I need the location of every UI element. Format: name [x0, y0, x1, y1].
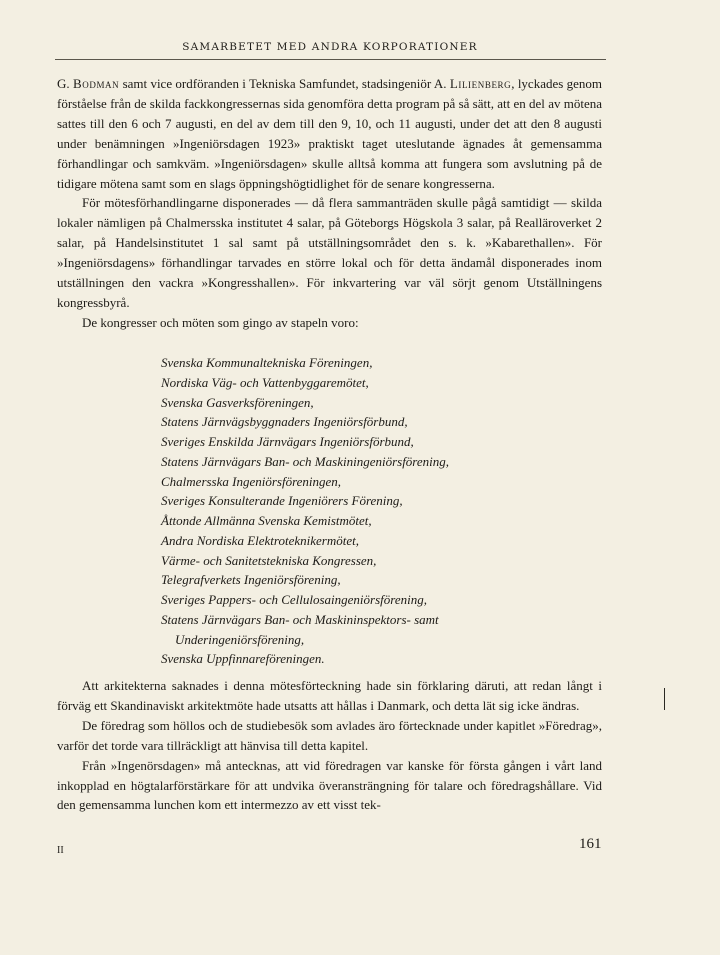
- list-item: Svenska Gasverksföreningen,: [161, 394, 314, 410]
- paragraph: Från »Ingenörsdagen» må antecknas, att vid föredragen var kanske för första gången i vårt land inkopplad en högtalarförstärkare för att undvika överansträngning för talare och föredragshållare. Vid den gemensamma lunchen kom ett intermezzo av ett visst tek-: [57, 757, 602, 813]
- list-item: Svenska Kommunaltekniska Föreningen,: [161, 355, 373, 370]
- signature-mark: II: [57, 845, 64, 856]
- running-header: SAMARBETET MED ANDRA KORPORATIONER: [182, 41, 478, 53]
- page-number: 161: [579, 836, 602, 852]
- list-item-continuation: Underingeniörsförening,: [175, 631, 305, 647]
- paragraph: De föredrag som höllos och de studiebesök som avlades äro förtecknade under kapitlet »Föredrag», varför det torde vara tillräckligt att hänvisa till detta kapitel.: [57, 717, 602, 753]
- list-item: Sveriges Konsulterande Ingeniörers Förening,: [161, 493, 403, 509]
- body-text-top: [57, 74, 602, 333]
- margin-mark: [664, 688, 665, 710]
- paragraph: Att arkitekterna saknades i denna mötesförteckning hade sin förklaring däruti, att redan långt i förväg ett Skandinaviskt arkitektmöte hade utsatts att hållas i Danmark, och detta lät sig icke ändras.: [57, 678, 602, 713]
- body-text-bottom: [57, 676, 602, 815]
- paragraph: För mötesförhandlingarne disponerades — då flera sammanträden skulle pågå samtidigt — skilda lokaler nämligen på Chalmersska institutet 4 salar, på Göteborgs Högskola 3 salar, på Realläroverket 2 salar, på Handelsinstitutet 1 sal samt på utställningsområdet den s. k. »Kabarethallen». För »Ingeniörsdagens» förhandlingar tarvades en större lokal och för detta ändamål disponerades inom utställningen den vackra »Kongresshallen». För inkvartering var väl sörjt genom Utställningens kongressbyrå.: [57, 195, 602, 310]
- text-run: samt vice ordföranden i Tekniska Samfundet, stadsingeniör A.: [119, 76, 450, 91]
- list-item: Chalmersska Ingeniörsföreningen,: [161, 473, 342, 489]
- person-name: Lilienberg: [449, 76, 512, 91]
- list-item: Nordiska Väg- och Vattenbyggaremötet,: [161, 374, 369, 390]
- text-run: G.: [57, 76, 73, 91]
- paragraph: [57, 74, 602, 193]
- list-item: Svenska Uppfinnareföreningen.: [161, 651, 325, 667]
- header-rule: [55, 59, 606, 60]
- list-item: Sveriges Enskilda Järnvägars Ingeniörsförbund,: [161, 434, 414, 449]
- list-item: Statens Järnvägars Ban- och Maskiningeniörsförening,: [161, 453, 450, 469]
- list-item: Statens Järnvägsbyggnaders Ingeniörsförbund,: [161, 414, 408, 430]
- list-item: Andra Nordiska Elektroteknikermötet,: [161, 532, 359, 548]
- list-item: Statens Järnvägars Ban- och Maskininspektors- samt: [161, 611, 439, 627]
- paragraph: De kongresser och möten som gingo av stapeln voro:: [82, 314, 359, 330]
- list-item: Sveriges Pappers- och Cellulosaingeniörsförening,: [161, 592, 427, 607]
- congress-list: [161, 353, 581, 669]
- list-item: Värme- och Sanitetstekniska Kongressen,: [161, 552, 377, 568]
- text-run: , lyckades genom förståelse från de skilda fackkongressernas sida genomföra detta program på så sätt, att en del av mötena sattes till den 6 och 7 augusti, en del av dem till den 9, 10, och 11 augusti, under det att den 8 augusti under benämningen »Ingeniörsdagen 1923» praktiskt taget uteslutande ägnades åt gemensamma förhandlingar och samkväm. »Ingeniörsdagen» skulle alltså komma att fungera som avslutning på de tidigare mötena samt som en slags öppningshögtidlighet för de senare kongresserna.: [57, 76, 603, 191]
- list-item: Åttonde Allmänna Svenska Kemistmötet,: [161, 513, 372, 528]
- list-item: Telegrafverkets Ingeniörsförening,: [161, 572, 341, 588]
- person-name: Bodman: [72, 76, 120, 91]
